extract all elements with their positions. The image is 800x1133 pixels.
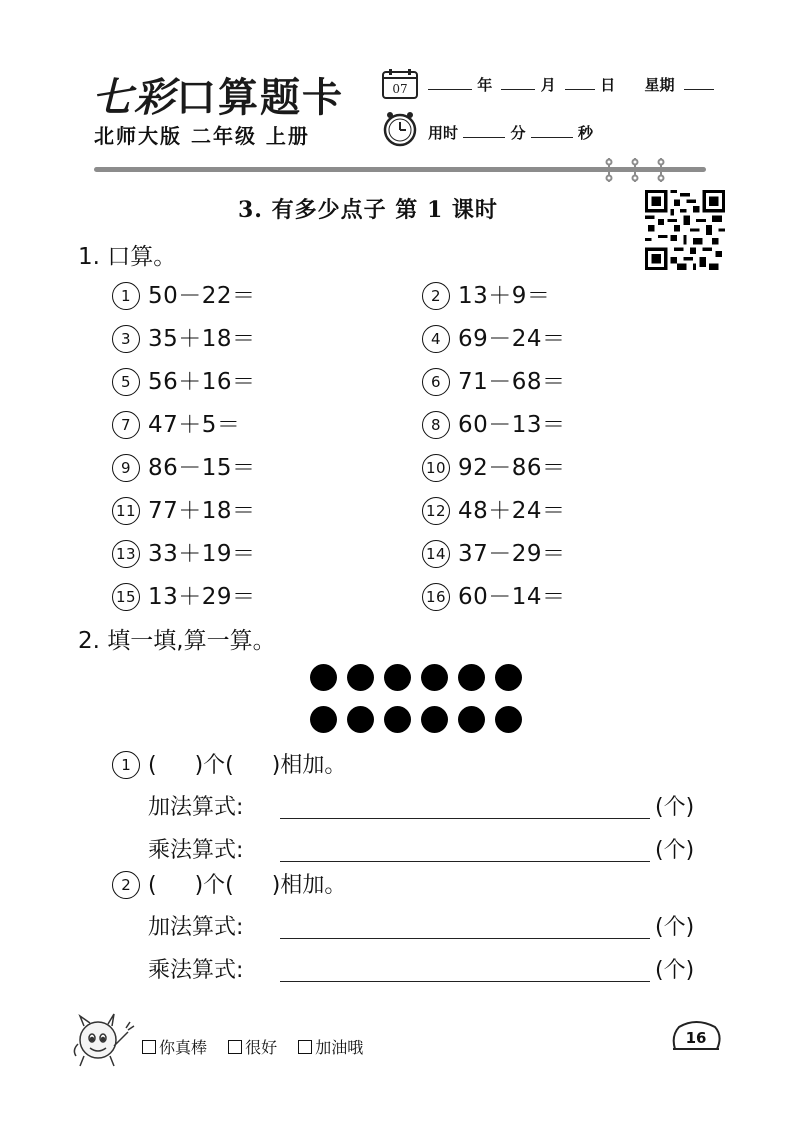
option-great[interactable]: 你真棒 xyxy=(142,1038,207,1057)
dot xyxy=(421,706,448,733)
page-number-badge xyxy=(669,1019,723,1053)
problem-expression: 13＋29＝ xyxy=(148,584,256,610)
day-label: 日 xyxy=(600,76,616,94)
multiplication-formula-answer-line[interactable] xyxy=(280,981,650,982)
problem-item xyxy=(422,578,566,611)
multiplication-formula-answer-line[interactable] xyxy=(280,861,650,862)
dot xyxy=(458,664,485,691)
addition-formula-label: 加法算式: xyxy=(148,915,244,940)
minutes-blank[interactable] xyxy=(463,123,505,138)
addition-formula-answer-line[interactable] xyxy=(280,818,650,819)
paren-mid: )个( xyxy=(194,873,234,898)
edition-label: 北师大版 二年级 上册 xyxy=(94,124,310,148)
paren-open: ( xyxy=(148,873,157,898)
problem-item xyxy=(422,492,566,525)
problem-item xyxy=(422,277,550,310)
clock-icon xyxy=(381,110,419,148)
dot-row xyxy=(310,664,522,691)
problem-expression: 77＋18＝ xyxy=(148,498,256,524)
page-number: 16 xyxy=(685,1029,707,1047)
part-1-prompt xyxy=(112,748,346,779)
addition-formula-unit: (个) xyxy=(655,795,695,820)
dot xyxy=(384,706,411,733)
problem-number-circle: 16 xyxy=(422,583,450,611)
problem-item xyxy=(112,535,256,568)
problem-item xyxy=(112,492,256,525)
seconds-blank[interactable] xyxy=(531,123,573,138)
problem-item xyxy=(422,406,566,439)
brand-title-char-1: 七 xyxy=(92,74,134,121)
dot xyxy=(347,664,374,691)
problem-item xyxy=(112,277,256,310)
problem-expression: 92－86＝ xyxy=(458,455,566,481)
dot xyxy=(310,706,337,733)
problem-expression: 69－24＝ xyxy=(458,326,566,352)
problem-number-circle: 3 xyxy=(112,325,140,353)
problem-item xyxy=(422,320,566,353)
dot xyxy=(421,664,448,691)
problem-expression: 35＋18＝ xyxy=(148,326,256,352)
multiplication-formula-unit: (个) xyxy=(655,838,695,863)
date-row xyxy=(428,74,714,95)
problem-expression: 50－22＝ xyxy=(148,283,256,309)
checkbox-keep-going[interactable] xyxy=(298,1040,312,1054)
year-blank[interactable] xyxy=(428,75,472,90)
brand-title xyxy=(92,66,344,123)
paren-mid: )个( xyxy=(194,753,234,778)
time-used-label: 用时 xyxy=(428,124,459,142)
problem-expression: 71－68＝ xyxy=(458,369,566,395)
paren-close: )相加。 xyxy=(271,873,347,898)
problem-number-circle: 1 xyxy=(112,282,140,310)
part-2-prompt xyxy=(112,868,346,899)
month-label: 月 xyxy=(540,76,556,94)
calendar-icon-text: 07 xyxy=(392,82,408,96)
multiplication-formula-label: 乘法算式: xyxy=(148,958,244,983)
day-blank[interactable] xyxy=(565,75,595,90)
problem-expression: 86－15＝ xyxy=(148,455,256,481)
dot xyxy=(495,664,522,691)
time-row xyxy=(428,122,593,143)
part-number-circle: 1 xyxy=(112,751,140,779)
dot xyxy=(347,706,374,733)
dot xyxy=(458,706,485,733)
part-number-circle: 2 xyxy=(112,871,140,899)
problem-expression: 60－13＝ xyxy=(458,412,566,438)
problem-item xyxy=(112,363,256,396)
dot xyxy=(384,664,411,691)
problem-number-circle: 13 xyxy=(112,540,140,568)
question-2-title: 2. 填一填,算一算。 xyxy=(78,628,276,654)
checkbox-great[interactable] xyxy=(142,1040,156,1054)
problem-number-circle: 2 xyxy=(422,282,450,310)
calendar-icon xyxy=(381,68,419,100)
problem-number-circle: 14 xyxy=(422,540,450,568)
problem-number-circle: 12 xyxy=(422,497,450,525)
problem-item xyxy=(422,449,566,482)
addition-formula-label: 加法算式: xyxy=(148,795,244,820)
problem-item xyxy=(112,406,240,439)
dot xyxy=(495,706,522,733)
weekday-label: 星期 xyxy=(644,76,675,94)
self-evaluation-options xyxy=(142,1035,379,1058)
problem-expression: 33＋19＝ xyxy=(148,541,256,567)
weekday-blank[interactable] xyxy=(684,75,714,90)
multiplication-formula-label: 乘法算式: xyxy=(148,838,244,863)
multiplication-formula-unit: (个) xyxy=(655,958,695,983)
brand-title-rest: 口算题卡 xyxy=(176,75,344,121)
month-blank[interactable] xyxy=(501,75,535,90)
problem-number-circle: 9 xyxy=(112,454,140,482)
problem-item xyxy=(112,449,256,482)
problem-number-circle: 8 xyxy=(422,411,450,439)
problem-item xyxy=(422,363,566,396)
problem-item xyxy=(422,535,566,568)
addition-formula-unit: (个) xyxy=(655,915,695,940)
problem-number-circle: 11 xyxy=(112,497,140,525)
problem-expression: 48＋24＝ xyxy=(458,498,566,524)
problem-number-circle: 15 xyxy=(112,583,140,611)
problem-item xyxy=(112,578,256,611)
qr-code-icon[interactable] xyxy=(644,190,726,270)
option-keep-going[interactable]: 加油哦 xyxy=(298,1038,363,1057)
question-1-title: 1. 口算。 xyxy=(78,244,177,270)
minutes-label: 分 xyxy=(510,124,526,142)
problem-number-circle: 7 xyxy=(112,411,140,439)
header-divider-bar xyxy=(94,158,706,182)
checkbox-good[interactable] xyxy=(228,1040,242,1054)
problem-expression: 47＋5＝ xyxy=(148,412,241,438)
problem-expression: 13＋9＝ xyxy=(458,283,551,309)
seconds-label: 秒 xyxy=(577,124,593,142)
problem-number-circle: 5 xyxy=(112,368,140,396)
dot-row xyxy=(310,706,522,733)
problem-expression: 37－29＝ xyxy=(458,541,566,567)
option-good[interactable]: 很好 xyxy=(228,1038,277,1057)
problem-number-circle: 4 xyxy=(422,325,450,353)
year-label: 年 xyxy=(477,76,493,94)
problem-expression: 60－14＝ xyxy=(458,584,566,610)
mascot-illustration-icon xyxy=(70,1008,136,1070)
problem-number-circle: 10 xyxy=(422,454,450,482)
lesson-title: 3. 有多少点子 第 1 课时 xyxy=(238,197,498,223)
paren-close: )相加。 xyxy=(271,753,347,778)
problem-number-circle: 6 xyxy=(422,368,450,396)
brand-title-char-2: 彩 xyxy=(134,74,176,121)
dot xyxy=(310,664,337,691)
problem-expression: 56＋16＝ xyxy=(148,369,256,395)
paren-open: ( xyxy=(148,753,157,778)
addition-formula-answer-line[interactable] xyxy=(280,938,650,939)
problem-item xyxy=(112,320,256,353)
